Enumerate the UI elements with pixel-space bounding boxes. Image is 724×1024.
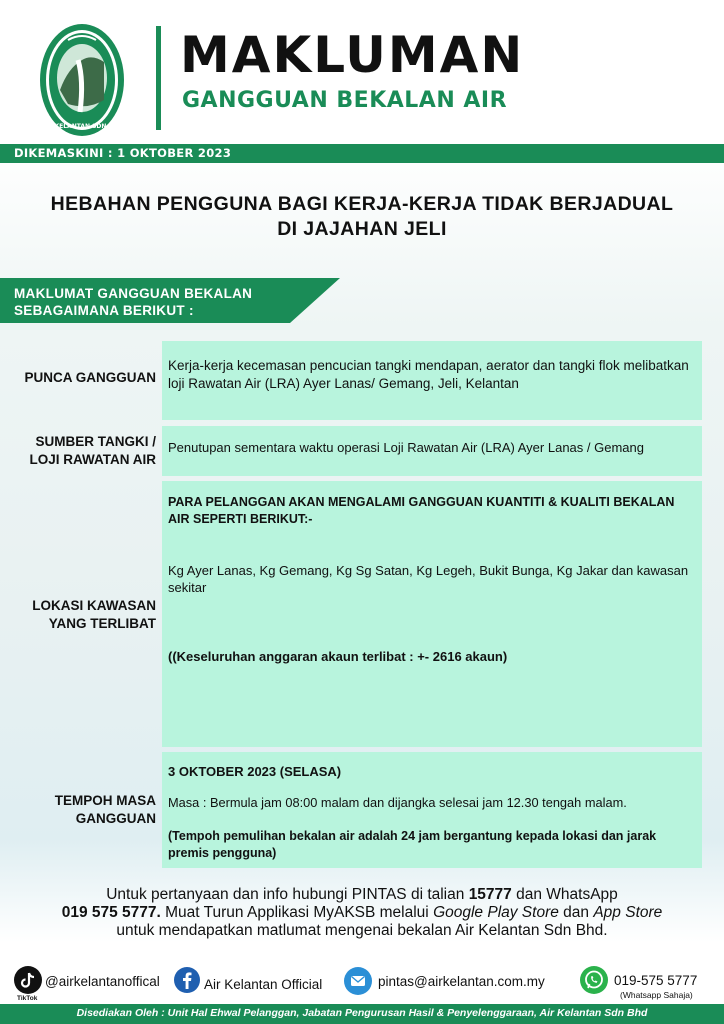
app-store-link[interactable]: App Store [593, 904, 663, 921]
facebook-icon [174, 967, 200, 993]
lokasi-heading: PARA PELANGGAN AKAN MENGALAMI GANGGUAN KUANTITI & KUALITI BEKALAN AIR SEPERTI BERIKUT:- [168, 495, 675, 526]
lokasi-label-line2: YANG TERLIBAT [48, 616, 156, 631]
email-link[interactable] [344, 966, 574, 1006]
notice-heading [0, 192, 724, 242]
whatsapp-link[interactable] [580, 966, 720, 1006]
tempoh-date: 3 OKTOBER 2023 (SELASA) [168, 764, 342, 779]
whatsapp-phone: 019-575 5777 [614, 973, 698, 988]
sumber-text: Penutupan sementara waktu operasi Loji Rawatan Air (LRA) Ayer Lanas / Gemang [168, 440, 644, 455]
lokasi-accounts: ((Keseluruhan anggaran akaun terlibat : +- 2616 akaun) [168, 649, 508, 664]
tempoh-box [162, 752, 702, 868]
sumber-label [6, 433, 156, 469]
facebook-link[interactable] [174, 966, 334, 1006]
whatsapp-number: 019 575 5777. [61, 904, 161, 921]
notice-heading-line1: HEBAHAN PENGGUNA BAGI KERJA-KERJA TIDAK BERJADUAL [50, 193, 674, 215]
tiktok-label: TikTok [17, 995, 38, 1002]
section-banner-text [14, 285, 314, 319]
update-date: DIKEMASKINI : 1 OKTOBER 2023 [14, 146, 232, 160]
contact-info-line1: Untuk pertanyaan dan info hubungi PINTAS di talian 15777 dan WhatsApp [106, 886, 618, 903]
pintas-number: 15777 [468, 886, 512, 903]
logo-text: AIR KELANTAN SDN BHD [40, 123, 124, 130]
email-icon [344, 967, 372, 995]
whatsapp-note: (Whatsapp Sahaja) [620, 990, 693, 1000]
notice-heading-line2: DI JAJAHAN JELI [277, 218, 447, 240]
play-store-link[interactable]: Google Play Store [433, 904, 559, 921]
whatsapp-icon [580, 966, 608, 994]
tiktok-icon [14, 966, 42, 994]
tempoh-time: Masa : Bermula jam 08:00 malam dan dijangka selesai jam 12.30 tengah malam. [168, 795, 627, 810]
lokasi-label [6, 597, 156, 633]
email-address: pintas@airkelantan.com.my [378, 974, 545, 989]
page-subtitle: GANGGUAN BEKALAN AIR [182, 88, 508, 113]
tiktok-link[interactable] [14, 966, 164, 1006]
punca-box [162, 341, 702, 420]
banner-line2: SEBAGAIMANA BERIKUT : [14, 303, 194, 318]
tempoh-note: (Tempoh pemulihan bekalan air adalah 24 jam bergantung kepada lokasi dan jarak premis pengguna) [168, 829, 657, 860]
lokasi-box [162, 481, 702, 747]
banner-line1: MAKLUMAT GANGGUAN BEKALAN [14, 286, 253, 301]
tempoh-label-line1: TEMPOH MASA [54, 793, 156, 808]
sumber-label-line1: SUMBER TANGKI / [35, 434, 156, 449]
contact-info-line3: untuk mendapatkan matlumat mengenai bekalan Air Kelantan Sdn Bhd. [116, 922, 608, 939]
lokasi-areas: Kg Ayer Lanas, Kg Gemang, Kg Sg Satan, Kg Legeh, Bukit Bunga, Kg Jakar dan kawasan sekitar [168, 563, 689, 595]
header-divider [156, 26, 161, 130]
page-title: MAKLUMAN [180, 26, 525, 84]
contact-info [0, 886, 724, 940]
sumber-label-line2: LOJI RAWATAN AIR [29, 452, 156, 467]
prepared-by: Disediakan Oleh : Unit Hal Ehwal Pelanggan, Jabatan Pengurusan Hasil & Penyelenggaraan, Air Kelantan Sdn Bhd [76, 1007, 648, 1019]
lokasi-label-line1: LOKASI KAWASAN [32, 598, 156, 613]
punca-text: Kerja-kerja kecemasan pencucian tangki mendapan, aerator dan tangki flok melibatkan loji Rawatan Air (LRA) Ayer Lanas/ Gemang, Jeli, Kelantan [168, 358, 689, 391]
tiktok-handle: @airkelantanoffical [45, 974, 160, 989]
sumber-box [162, 426, 702, 476]
contact-info-line2: 019 575 5777. Muat Turun Applikasi MyAKSB melalui Google Play Store dan App Store [61, 904, 663, 921]
punca-label: PUNCA GANGGUAN [24, 370, 156, 385]
air-kelantan-logo [38, 20, 126, 138]
tempoh-label-line2: GANGGUAN [75, 811, 156, 826]
facebook-name: Air Kelantan Official [204, 977, 323, 992]
tempoh-label [6, 792, 156, 828]
